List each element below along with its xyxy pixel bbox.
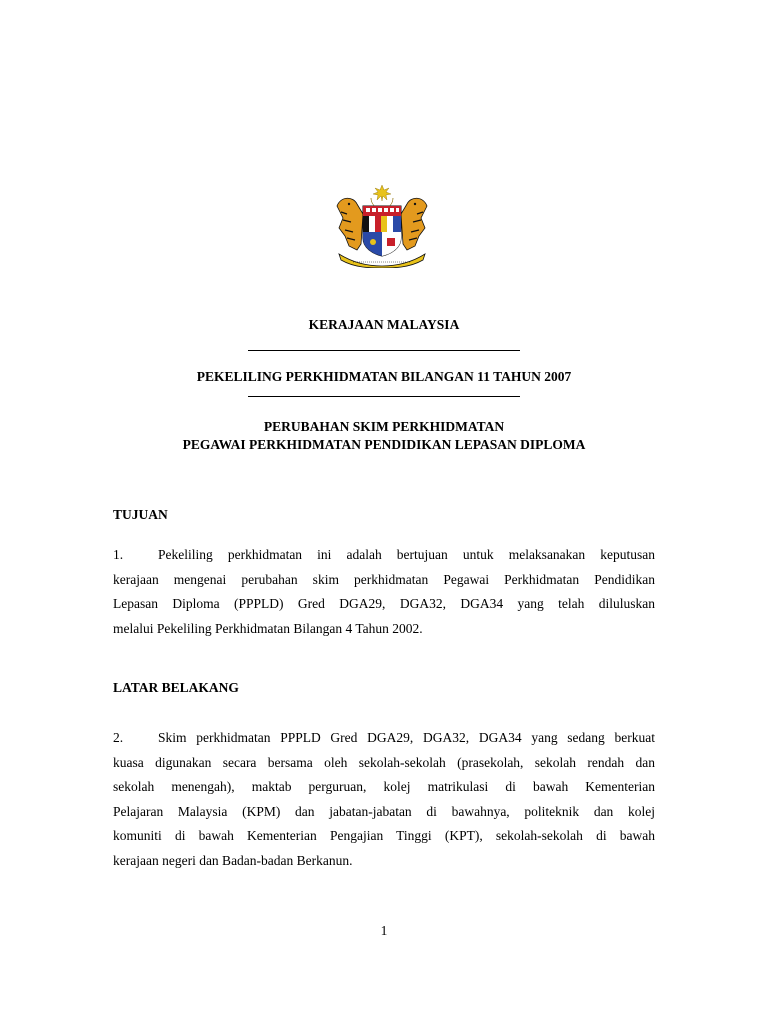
paragraph-line: kerajaan negeri dan Badan-badan Berkanun. (113, 852, 353, 868)
paragraph-number: 2. (113, 730, 124, 745)
paragraph-line: melalui Pekeliling Perkhidmatan Bilangan 4 Tahun 2002. (113, 620, 423, 636)
subject-title-line-1: PERUBAHAN SKIM PERKHIDMATAN (263, 419, 505, 434)
paragraph-line: Lepasan Diploma (PPPLD) Gred DGA29, DGA32, DGA34 yang telah diluluskan (113, 596, 655, 611)
paragraph-text: Skim perkhidmatan PPPLD Gred DGA29, DGA32, DGA34 yang sedang berkuat (158, 730, 655, 745)
paragraph-line (113, 543, 655, 568)
title-divider (248, 350, 520, 351)
circular-divider (248, 396, 520, 397)
paragraph-2 (113, 726, 655, 873)
paragraph-line: Pelajaran Malaysia (KPM) dan jabatan-jabatan di bawahnya, politeknik dan kolej (113, 803, 655, 819)
government-title: KERAJAAN MALAYSIA (308, 317, 460, 332)
subject-title-line-2: PEGAWAI PERKHIDMATAN PENDIDIKAN LEPASAN DIPLOMA (182, 437, 586, 452)
circular-title: PEKELILING PERKHIDMATAN BILANGAN 11 TAHUN 2007 (196, 369, 572, 384)
paragraph-line (113, 726, 655, 751)
paragraph-line: kerajaan mengenai perubahan skim perkhidmatan Pegawai Perkhidmatan Pendidikan (113, 571, 655, 587)
section-heading-tujuan: TUJUAN (113, 507, 168, 522)
paragraph-line: komuniti di bawah Kementerian Pengajian Tinggi (KPT), sekolah-sekolah di bawah (113, 828, 655, 843)
paragraph-text: Pekeliling perkhidmatan ini adalah bertujuan untuk melaksanakan keputusan (158, 547, 655, 562)
paragraph-number: 1. (113, 547, 124, 562)
coat-of-arms-emblem (331, 184, 433, 268)
section-heading-latar-belakang: LATAR BELAKANG (113, 680, 239, 695)
page-number: 1 (380, 923, 388, 938)
paragraph-1 (113, 543, 655, 641)
paragraph-line: kuasa digunakan secara bersama oleh sekolah-sekolah (prasekolah, sekolah rendah dan (113, 754, 655, 770)
paragraph-line: sekolah menengah), maktab perguruan, kolej matrikulasi di bawah Kementerian (113, 779, 655, 794)
